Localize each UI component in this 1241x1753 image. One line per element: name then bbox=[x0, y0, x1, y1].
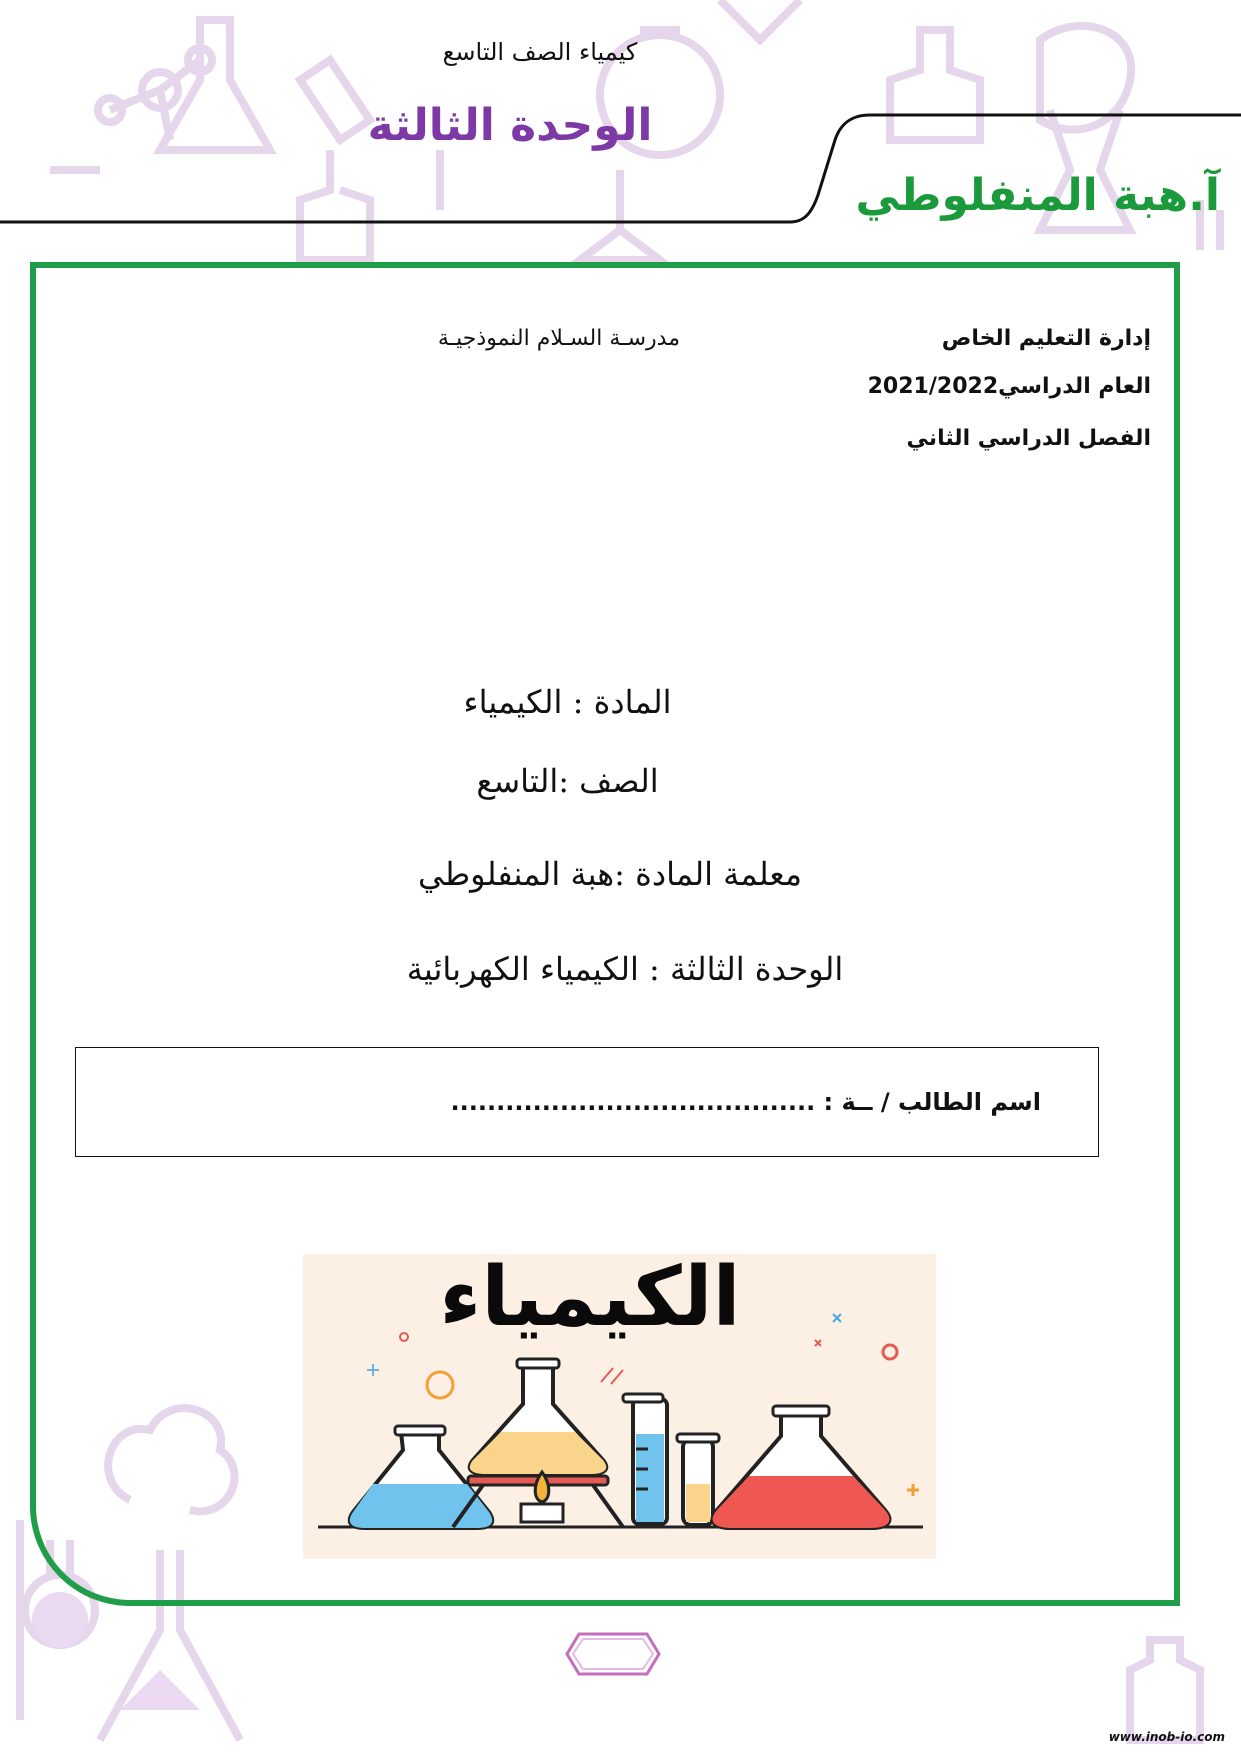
admin-label: إدارة التعليم الخاص bbox=[941, 326, 1151, 351]
header-subtitle: كيمياء الصف التاسع bbox=[442, 38, 638, 66]
grade-line: الصف :التاسع bbox=[476, 762, 659, 800]
teacher-line: معلمة المادة :هبة المنفلوطي bbox=[418, 855, 802, 893]
subject-line: المادة : الكيمياء bbox=[463, 683, 672, 721]
page-badge bbox=[565, 1632, 661, 1676]
school-name: مدرسـة السـلام النموذجيـة bbox=[437, 326, 680, 351]
footer-url: www.inob-io.com bbox=[1108, 1730, 1225, 1744]
unit-title: الوحدة الثالثة bbox=[367, 100, 653, 151]
teacher-name-heading: آ.هبة المنفلوطي bbox=[855, 170, 1220, 221]
semester-label: الفصل الدراسي الثاني bbox=[906, 426, 1151, 451]
illustration-title: الكيمياء bbox=[439, 1250, 741, 1345]
student-name-label: اسم الطالب / ــة : ........................................ bbox=[450, 1088, 1041, 1116]
unit-line: الوحدة الثالثة : الكيمياء الكهربائية bbox=[406, 950, 844, 988]
academic-year: العام الدراسي2021/2022 bbox=[867, 374, 1151, 399]
